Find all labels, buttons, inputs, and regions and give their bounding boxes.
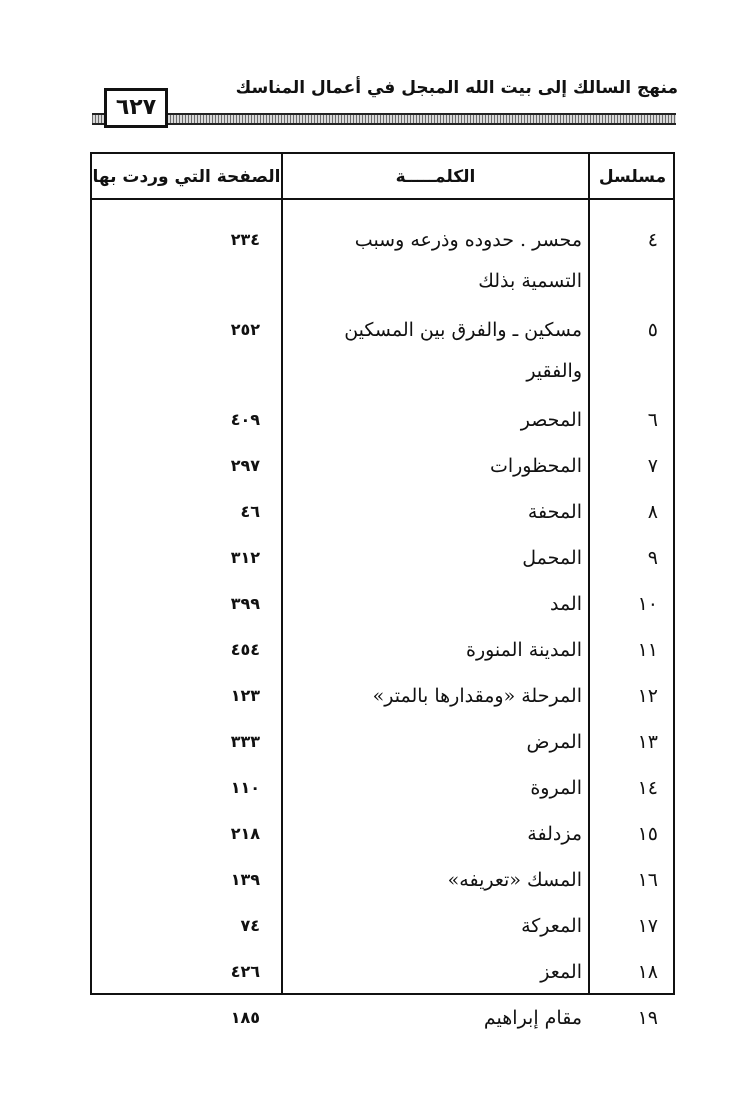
table-row (92, 314, 673, 392)
row-word: مقام إبراهيم (483, 1007, 582, 1029)
row-word: المرحلة «ومقدارها بالمتر» (372, 685, 582, 707)
table-row (92, 680, 673, 717)
row-word: المحمل (522, 547, 582, 569)
table-row (92, 910, 673, 947)
table-row (92, 542, 673, 579)
row-word: المسك «تعريفه» (447, 869, 582, 891)
row-serial: ١٢ (637, 685, 658, 707)
row-page: ١١٠ (230, 778, 260, 797)
row-page: ٤٠٩ (230, 410, 260, 429)
table-row (92, 726, 673, 763)
row-page: ٢٣٤ (230, 230, 260, 249)
table-row (92, 956, 673, 993)
table-row (92, 450, 673, 487)
row-serial: ١٠ (637, 593, 658, 615)
row-serial: ٧ (647, 455, 658, 477)
row-page: ١٣٩ (230, 870, 260, 889)
table-body (92, 224, 673, 1048)
header-rule (92, 113, 676, 125)
row-word: المعركة (521, 915, 582, 937)
header-divider (92, 198, 673, 200)
row-word: المحظورات (489, 455, 582, 477)
row-word: المروة (530, 777, 582, 799)
table-row (92, 772, 673, 809)
index-table (90, 152, 675, 1029)
row-serial: ٤ (647, 229, 658, 251)
row-serial: ١٨ (637, 961, 658, 983)
running-title: منهج السالك إلى بيت الله المبجل في أعمال المناسك (235, 78, 678, 98)
row-page: ٧٤ (240, 916, 260, 935)
row-serial: ١٥ (637, 823, 658, 845)
row-serial: ١٣ (637, 731, 658, 753)
row-page: ٢٩٧ (230, 456, 260, 475)
row-serial: ٨ (647, 501, 658, 523)
table-row (92, 496, 673, 533)
row-page: ٤٢٦ (230, 962, 260, 981)
row-serial: ١٧ (637, 915, 658, 937)
row-word: مزدلفة (527, 823, 582, 845)
row-word: المعز (540, 961, 582, 983)
row-page: ١٢٣ (230, 686, 260, 705)
row-serial: ١٦ (637, 869, 658, 891)
table-row (92, 404, 673, 441)
column-header-page: الصفحة التي وردت بها (92, 167, 281, 187)
row-word: المد (549, 593, 582, 615)
page-number: ٦٢٧ (104, 88, 168, 128)
table-row (92, 1002, 673, 1039)
row-word: المحصر (520, 409, 582, 431)
row-page: ١٨٥ (230, 1008, 260, 1027)
row-page: ٣١٢ (230, 548, 260, 567)
row-word: المدينة المنورة (465, 639, 582, 661)
row-serial: ٦ (647, 409, 658, 431)
table-row (92, 588, 673, 625)
row-page: ٤٥٤ (230, 640, 260, 659)
table-row (92, 634, 673, 671)
row-word: المحفة (527, 501, 582, 523)
row-word: المرض (526, 731, 582, 753)
row-page: ٣٩٩ (230, 594, 260, 613)
row-word: محسر . حدوده وذرعه وسبب التسمية بذلك (354, 229, 582, 292)
row-page: ٢٥٢ (230, 320, 260, 339)
table-row (92, 818, 673, 855)
row-page: ٢١٨ (230, 824, 260, 843)
row-word: مسكين ـ والفرق بين المسكين والفقير (344, 319, 582, 382)
table-row (92, 864, 673, 901)
row-page: ٤٦ (240, 502, 260, 521)
column-header-serial: مسلسل (598, 167, 667, 187)
row-page: ٣٣٣ (230, 732, 260, 751)
row-serial: ٥ (647, 319, 658, 341)
column-header-word: الكلمـــــة (395, 167, 476, 187)
row-serial: ١٩ (637, 1007, 658, 1029)
row-serial: ٩ (647, 547, 658, 569)
row-serial: ١١ (637, 639, 658, 661)
row-serial: ١٤ (637, 777, 658, 799)
table-row (92, 224, 673, 302)
